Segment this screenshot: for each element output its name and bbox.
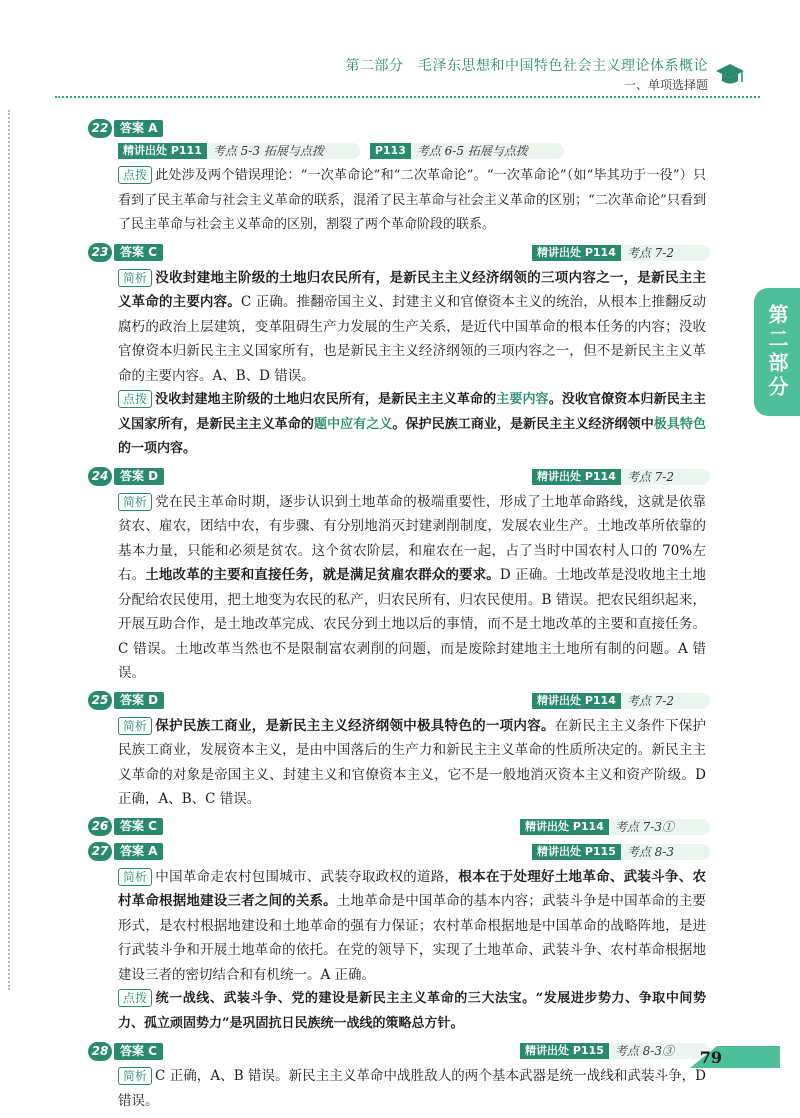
question-number: 23 [88,243,112,262]
question-number: 24 [88,467,112,486]
reference-tag: 精讲出处 P114 [532,469,621,485]
reference-tag: 精讲出处 P115 [520,1043,609,1059]
tip-highlight: 题中应有之义 [314,416,393,432]
answer-content [88,118,710,1118]
analysis-label: 简析 [118,1067,152,1085]
analysis-paragraph [88,714,710,812]
analysis-key-point: 土地改革的主要和直接任务，就是满足贫雇农群众的要求。 [145,567,500,583]
section-side-tab: 第二部分 [754,288,800,416]
tip-text: 此处涉及两个错误理论：“一次革命论”和“二次革命论”。“一次革命论”（如“毕其功于一役”）只看到了民主革命与社会主义革命的联系，混淆了民主革命与社会主义革命的区别；“二次革命论”只看到了民主革命与社会主义革命的区别，割裂了两个革命阶段的联系。 [118,168,706,232]
analysis-label: 简析 [118,493,152,511]
reference-keypoint: 考点 7-2 [621,693,710,709]
analysis-key-point: 保护民族工商业，是新民主主义经济纲领中极具特色的一项内容。 [155,717,555,734]
reference-keypoint: 考点 8-3 [621,844,710,860]
reference-2 [370,143,564,159]
analysis-text: 党在民主革命时期，逐步认识到土地革命的极端重要性，形成了土地革命路线，这就是依靠贫农、雇农，团结中农，有步骤、有分别地消灭封建剥削制度，发展农业生产。土地改革所依靠的基本力量，只能和必须是贫农。这个贫农阶层，和雇农在一起，占了当时中国农村人口的 70%左右。 [118,493,706,583]
header-title: 第二部分 毛泽东思想和中国特色社会主义理论体系概论 [345,58,708,74]
analysis-paragraph [88,266,710,389]
tip-label: 点拨 [118,989,152,1007]
tip-paragraph [88,388,710,462]
answer-badge: 答案 D [114,468,164,485]
tip-text: 。保护民族工商业，是新民主主义经济纲领中 [392,416,654,432]
reference-keypoint: 考点 7-3① [609,819,710,835]
tip-text: 。没收官僚资本归新民主主义国家所有，是新民主主义革命的 [118,392,706,432]
analysis-label: 简析 [118,717,152,735]
reference-tag: 精讲出处 P115 [532,844,621,860]
question-26 [88,817,710,837]
answer-badge: 答案 C [114,1043,163,1060]
reference [520,1043,710,1059]
header-subtitle: 一、单项选择题 [623,78,708,92]
tip-label: 点拨 [118,166,152,184]
reference-keypoint: 考点 7-2 [621,469,710,485]
question-25 [88,691,710,812]
analysis-text: 土地革命是中国革命的基本内容；武装斗争是中国革命的主要形式，是农村根据地建设和土地革命的强有力保证；农村革命根据地是中国革命的战略阵地，是进行武装斗争和开展土地革命的依托。在党的领导下，实现了土地革命、武装斗争、农村革命根据地建设三者的密切结合和有机统一。A 正确。 [118,893,707,983]
answer-badge: 答案 D [114,692,164,709]
reference-keypoint: 考点 5-3 拓展与点拨 [207,143,360,159]
question-22 [88,118,710,238]
analysis-paragraph [88,1064,710,1113]
analysis-paragraph [88,490,710,686]
reference-tag: 精讲出处 P111 [118,143,207,159]
page-header [0,0,800,100]
question-number: 27 [88,842,112,861]
analysis-text: 中国革命走农村包围城市、武装夺取政权的道路， [155,868,459,885]
answer-badge: 答案 A [114,120,163,137]
analysis-text: C 正确。推翻帝国主义、封建主义和官僚资本主义的统治，从根本上推翻反动腐朽的政治上层建筑，变革阻碍生产力发展的生产关系，是近代中国革命的根本任务的内容；没收官僚资本归新民主主义国家所有，也是新民主主义经济纲领的三项内容之一，但不是新民主主义革命的主要内容。A、B、D 错误。 [118,294,707,384]
analysis-paragraph [88,865,710,988]
tip-text: 统一战线、武装斗争、党的建设是新民主主义革命的三大法宝。“发展进步势力、争取中间势力、孤立顽固势力”是巩固抗日民族统一战线的策略总方针。 [118,991,706,1031]
analysis-key-point: 没收封建地主阶级的土地归农民所有，是新民主主义经济纲领的三项内容之一，是新民主主义革命的主要内容。 [118,269,706,310]
tip-text: 的一项内容。 [118,441,197,456]
reference-keypoint: 考点 7-2 [621,245,710,261]
reference [532,844,710,860]
tip-label: 点拨 [118,390,152,408]
question-23 [88,243,710,462]
question-number: 22 [88,119,112,138]
reference [520,819,710,835]
tip-highlight: 主要内容 [496,392,549,407]
reference-tag: 精讲出处 P114 [532,245,621,261]
reference-tag: P113 [370,143,411,159]
reference-tag: 精讲出处 P114 [532,693,621,709]
reference [532,245,710,261]
page-number: 79 [699,1048,722,1067]
analysis-text: 在新民主主义条件下保护民族工商业，发展资本主义，是由中国落后的生产力和新民主主义革命的性质所决定的。新民主主义革命的对象是帝国主义、封建主义和官僚资本主义，它不是一般地消灭资本主义和资产阶级。D 正确，A、B、C 错误。 [118,717,707,807]
reference-keypoint: 考点 6-5 拓展与点拨 [411,143,564,159]
analysis-text: D 正确。土地改革是没收地主土地分配给农民使用，把土地变为农民的私产，归农民所有，归农民使用。B 错误。把农民组织起来，开展互助合作，是土地改革完成、农民分到土地以后的事情，而不是土地改革的主要和直接任务。C 错误。土地改革当然也不是限制富农剥削的问题，而是废除封建地主土地所有制的问题。A 错误。 [118,567,706,681]
tip-paragraph [88,164,710,238]
header-divider [55,96,760,98]
answer-badge: 答案 A [114,843,163,860]
tip-highlight: 极具特色 [653,416,706,432]
question-27 [88,842,710,1037]
answer-badge: 答案 C [114,818,163,835]
question-24 [88,467,710,686]
reference-tag: 精讲出处 P114 [520,819,609,835]
reference [532,693,710,709]
tip-text: 没收封建地主阶级的土地归农民所有，是新民主主义革命的 [155,392,497,407]
reference [532,469,710,485]
question-number: 26 [88,817,112,836]
analysis-label: 简析 [118,269,152,287]
analysis-text: C 正确，A、B 错误。新民主主义革命中战胜敌人的两个基本武器是统一战线和武装斗争，D 错误。 [118,1068,706,1109]
reference-keypoint: 考点 8-3③ [609,1043,710,1059]
question-number: 28 [88,1042,112,1061]
graduation-cap-icon [715,60,745,90]
answer-badge: 答案 C [114,244,163,261]
question-number: 25 [88,691,112,710]
reference-1 [118,143,360,159]
tip-paragraph [88,987,710,1036]
analysis-key-point: 根本在于处理好土地革命、武装斗争、农村革命根据地建设三者之间的关系。 [118,868,707,909]
question-28 [88,1041,710,1113]
binding-edge [8,110,13,990]
analysis-label: 简析 [118,868,152,886]
